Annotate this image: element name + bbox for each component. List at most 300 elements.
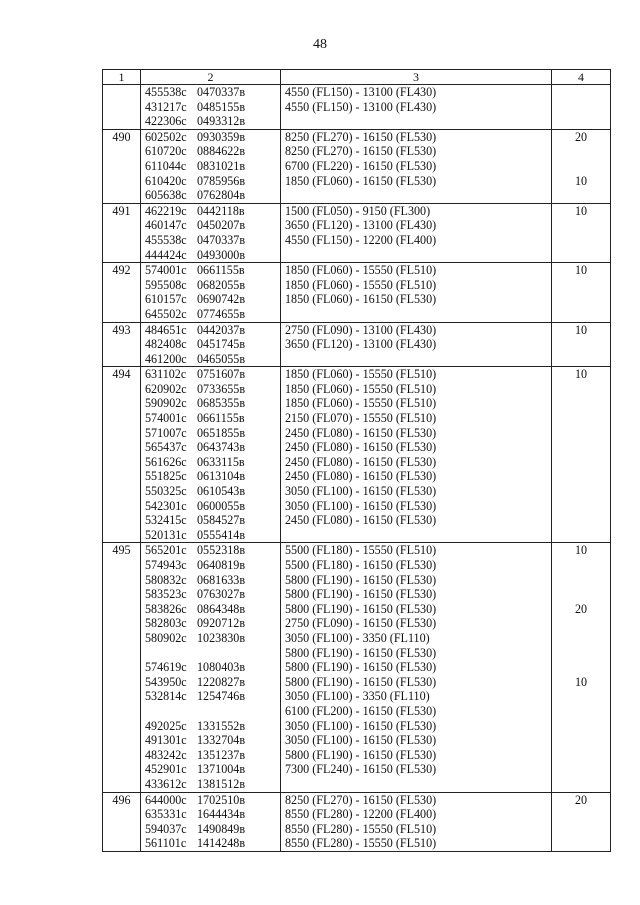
latitude: 574001с: [145, 411, 187, 426]
longitude: 0552318в: [197, 543, 246, 558]
col4-value: [552, 822, 610, 837]
altitude-range: 1850 (FL060) - 15550 (FL510): [285, 263, 437, 278]
longitude: 0661155в: [197, 411, 245, 426]
col4-value: [552, 469, 610, 484]
altitude-range: 2450 (FL080) - 16150 (FL530): [285, 425, 437, 440]
longitude: 0682055в: [197, 277, 246, 292]
coordinate-line: [141, 367, 280, 382]
col4-value: [552, 396, 610, 411]
longitude: 0493000в: [197, 247, 246, 262]
latitude: 590902с: [145, 396, 187, 411]
altitude-range: 8250 (FL270) - 16150 (FL530): [285, 792, 437, 807]
coordinate-line: [141, 675, 280, 690]
longitude: 0465055в: [197, 351, 246, 366]
latitude: 631102с: [145, 367, 187, 382]
coordinate-line: [141, 130, 280, 145]
col4-value: [552, 587, 610, 602]
col4-value: [552, 144, 610, 159]
col4-value: [552, 278, 610, 293]
longitude: 0485155в: [197, 99, 246, 114]
latitude: 610420с: [145, 173, 187, 188]
altitude-range: 5500 (FL180) - 16150 (FL530): [285, 558, 437, 572]
zone-number-cell: [103, 367, 141, 543]
altitude-range: 5800 (FL190) - 16150 (FL530): [285, 587, 437, 602]
latitude: 543950с: [145, 674, 187, 689]
table-row: [103, 263, 611, 322]
altitude-range: 8550 (FL280) - 12200 (FL400): [285, 807, 437, 822]
col4-value: 10: [574, 203, 588, 218]
zone-number: 496: [112, 792, 131, 807]
latitude: 482408с: [145, 337, 187, 352]
altitude-cell: [281, 792, 552, 851]
coordinate-line: [141, 689, 280, 704]
col4-cell: [552, 85, 611, 130]
longitude: 0442118в: [197, 203, 245, 218]
longitude: 0864348в: [197, 601, 246, 616]
latitude: 483242с: [145, 747, 187, 762]
coordinate-line: [141, 719, 280, 734]
col4-cell: [552, 203, 611, 262]
coordinate-line: [141, 337, 280, 352]
col4-value: [552, 352, 610, 367]
col4-value: [552, 188, 610, 203]
altitude-range: 3050 (FL100) - 16150 (FL530): [285, 484, 437, 499]
longitude: 0785956в: [197, 173, 246, 188]
latitude: 611044с: [145, 158, 187, 173]
latitude: 583826с: [145, 601, 187, 616]
coordinate-line: [141, 660, 280, 675]
coordinate-line: [141, 455, 280, 470]
altitude-range: 2450 (FL080) - 16150 (FL530): [285, 440, 437, 455]
latitude: 455538с: [145, 85, 187, 99]
table-row: [103, 543, 611, 792]
altitude-range: [281, 528, 551, 543]
col4-value: [552, 100, 610, 115]
latitude: 550325с: [145, 484, 187, 499]
coordinate-line: [141, 777, 280, 792]
longitude: 1371004в: [197, 762, 246, 777]
longitude: 0651855в: [197, 425, 246, 440]
longitude: 0681633в: [197, 572, 246, 587]
longitude: 1490849в: [197, 821, 246, 836]
latitude: 602502с: [145, 129, 187, 144]
latitude: 433612с: [145, 776, 187, 791]
col4-value: [552, 733, 610, 748]
coordinate-line: [141, 352, 280, 367]
latitude: 594037с: [145, 821, 187, 836]
col4-value: 10: [574, 173, 588, 188]
latitude: 452901с: [145, 762, 187, 777]
coordinate-line: [141, 144, 280, 159]
coordinates-cell: [141, 367, 281, 543]
coordinate-line: [141, 558, 280, 573]
longitude: 0555414в: [197, 527, 246, 542]
col4-value: [552, 660, 610, 675]
longitude: 1332704в: [197, 733, 246, 748]
col4-value: [552, 114, 610, 129]
latitude: 580832с: [145, 572, 187, 587]
coordinates-cell: [141, 322, 281, 367]
coordinate-line: [141, 616, 280, 631]
longitude: 0450207в: [197, 218, 246, 233]
altitude-range: 4550 (FL150) - 13100 (FL430): [285, 99, 437, 114]
latitude: 551825с: [145, 469, 187, 484]
col4-value: [552, 411, 610, 426]
latitude: 635331с: [145, 807, 187, 822]
latitude: 574001с: [145, 263, 187, 278]
latitude: 644000с: [145, 792, 187, 807]
col4-value: [552, 762, 610, 777]
zone-number-cell: [103, 322, 141, 367]
col4-value: [552, 484, 610, 499]
table-row: [103, 203, 611, 262]
latitude: 460147с: [145, 218, 187, 233]
coordinate-line: [141, 292, 280, 307]
header-col-1: 1: [103, 70, 141, 85]
altitude-range: 1850 (FL060) - 15550 (FL510): [285, 396, 437, 411]
altitude-cell: [281, 263, 552, 322]
zone-number-cell: [103, 203, 141, 262]
coordinate-line: [141, 100, 280, 115]
altitude-range: 4550 (FL150) - 13100 (FL430): [285, 85, 437, 99]
altitude-range: 3650 (FL120) - 13100 (FL430): [285, 218, 437, 233]
longitude: 1331552в: [197, 718, 246, 733]
col4-value: 10: [574, 322, 588, 337]
longitude: 0643743в: [197, 440, 246, 455]
col4-value: [552, 337, 610, 352]
coordinate-line: [141, 762, 280, 777]
longitude: 0442037в: [197, 322, 246, 337]
longitude: 0661155в: [197, 263, 245, 278]
longitude: 0884622в: [197, 144, 246, 159]
longitude: 0930359в: [197, 129, 246, 144]
altitude-range: 6100 (FL200) - 16150 (FL530): [285, 703, 437, 718]
col4-cell: [552, 129, 611, 203]
latitude: 561101с: [145, 836, 187, 851]
latitude: 492025с: [145, 718, 187, 733]
col4-cell: [552, 792, 611, 851]
altitude-range: 2750 (FL090) - 16150 (FL530): [285, 616, 437, 631]
zone-number: 492: [112, 263, 131, 278]
altitude-cell: [281, 367, 552, 543]
latitude: 620902с: [145, 381, 187, 396]
latitude: 422306с: [145, 114, 187, 129]
latitude: 582803с: [145, 616, 187, 631]
longitude: 1381512в: [197, 776, 246, 791]
zone-number-cell: [103, 792, 141, 851]
altitude-range: 3050 (FL100) - 16150 (FL530): [285, 498, 437, 513]
zone-number-cell: [103, 543, 141, 792]
coordinate-line: [141, 85, 280, 100]
coordinates-cell: [141, 543, 281, 792]
longitude: 1702510в: [197, 792, 246, 807]
col4-value: [552, 748, 610, 763]
coordinate-line: [141, 440, 280, 455]
latitude: 574943с: [145, 558, 187, 572]
longitude: 0613104в: [197, 469, 246, 484]
table-row: [103, 129, 611, 203]
header-col-2: 2: [141, 70, 281, 85]
col4-value: 10: [574, 543, 588, 558]
zone-number: 490: [112, 129, 131, 144]
col4-value: [552, 382, 610, 397]
coordinates-cell: [141, 203, 281, 262]
longitude: 0762804в: [197, 188, 246, 203]
coordinates-cell: [141, 85, 281, 130]
altitude-cell: [281, 129, 552, 203]
coordinate-line: [141, 807, 280, 822]
col4-value: [552, 499, 610, 514]
col4-value: [552, 440, 610, 455]
longitude: 0685355в: [197, 396, 246, 411]
altitude-cell: [281, 543, 552, 792]
coordinate-line: [141, 793, 280, 808]
altitude-range: 8250 (FL270) - 16150 (FL530): [285, 144, 437, 159]
coordinate-line: [141, 822, 280, 837]
col4-value: [552, 307, 610, 322]
col4-value: [552, 426, 610, 441]
latitude: 491301с: [145, 733, 187, 748]
coordinate-line: [141, 248, 280, 263]
col4-value: [552, 616, 610, 631]
coordinate-line: [141, 382, 280, 397]
latitude: 565201с: [145, 543, 187, 558]
col4-value: [552, 528, 610, 543]
longitude: 0920712в: [197, 616, 246, 631]
altitude-range: 2150 (FL070) - 15550 (FL510): [285, 411, 437, 426]
altitude-range: 2450 (FL080) - 16150 (FL530): [285, 513, 437, 528]
table-row: [103, 322, 611, 367]
longitude: 1220827в: [197, 674, 246, 689]
table-body: [103, 85, 611, 852]
altitude-range: 3050 (FL100) - 3350 (FL110): [285, 689, 430, 704]
longitude: 0451745в: [197, 337, 246, 352]
airspace-table: [102, 69, 611, 852]
longitude: 0493312в: [197, 114, 246, 129]
coordinate-line: [141, 528, 280, 543]
longitude: 0763027в: [197, 587, 246, 602]
longitude: 0751607в: [197, 367, 246, 382]
altitude-range: 5500 (FL180) - 15550 (FL510): [285, 543, 437, 558]
col4-value: [552, 233, 610, 248]
col4-value: [552, 159, 610, 174]
latitude: 583523с: [145, 587, 187, 602]
coordinates-cell: [141, 129, 281, 203]
altitude-range: 1850 (FL060) - 16150 (FL530): [285, 173, 437, 188]
longitude: 1351237в: [197, 747, 246, 762]
longitude: 0733655в: [197, 381, 246, 396]
coordinate-line: [141, 174, 280, 189]
page-number: 48: [313, 37, 327, 52]
coordinate-line: [141, 233, 280, 248]
altitude-range: 5800 (FL190) - 16150 (FL530): [285, 601, 437, 616]
coordinate-line: [141, 114, 280, 129]
altitude-range: 3050 (FL100) - 3350 (FL110): [285, 630, 430, 645]
altitude-range: 5800 (FL190) - 16150 (FL530): [285, 660, 437, 675]
latitude: 462219с: [145, 203, 187, 218]
coordinate-line: [141, 748, 280, 763]
col4-value: [552, 646, 610, 661]
longitude: 0470337в: [197, 85, 246, 99]
col4-value: [552, 807, 610, 822]
col4-value: [552, 689, 610, 704]
col4-value: [552, 573, 610, 588]
longitude: 0600055в: [197, 498, 246, 513]
coordinate-line: [141, 188, 280, 203]
longitude: 1023830в: [197, 630, 246, 645]
longitude: 1414248в: [197, 836, 246, 851]
altitude-range: 3050 (FL100) - 16150 (FL530): [285, 733, 437, 748]
longitude: 1254746в: [197, 689, 246, 704]
col4-value: [552, 719, 610, 734]
latitude: 444424с: [145, 247, 187, 262]
col4-cell: [552, 263, 611, 322]
latitude: 532814с: [145, 689, 187, 704]
altitude-range: 5800 (FL190) - 16150 (FL530): [285, 645, 437, 660]
altitude-range: 3650 (FL120) - 13100 (FL430): [285, 337, 437, 352]
altitude-range: 1850 (FL060) - 16150 (FL530): [285, 292, 437, 307]
table-row: [103, 85, 611, 130]
altitude-cell: [281, 203, 552, 262]
coordinates-cell: [141, 792, 281, 851]
coordinate-line: [141, 646, 280, 661]
altitude-range: [281, 114, 551, 129]
col4-value: [552, 777, 610, 792]
longitude: 1644434в: [197, 807, 246, 822]
coordinate-line: [141, 323, 280, 338]
altitude-range: 1850 (FL060) - 15550 (FL510): [285, 367, 437, 382]
latitude: 532415с: [145, 513, 187, 528]
latitude: 565437с: [145, 440, 187, 455]
altitude-cell: [281, 85, 552, 130]
altitude-range: 1500 (FL050) - 9150 (FL300): [285, 203, 431, 218]
coordinate-line: [141, 204, 280, 219]
col4-value: 10: [574, 367, 588, 382]
col4-cell: [552, 367, 611, 543]
latitude: 542301с: [145, 498, 187, 513]
col4-value: [552, 558, 610, 573]
col4-value: [552, 455, 610, 470]
col4-value: [552, 292, 610, 307]
col4-value: [552, 85, 610, 100]
col4-value: 10: [574, 674, 588, 689]
coordinate-line: [141, 218, 280, 233]
altitude-range: [281, 188, 551, 203]
coordinate-line: [141, 469, 280, 484]
coordinate-line: [141, 704, 280, 719]
altitude-range: [281, 307, 551, 322]
altitude-range: 8550 (FL280) - 15550 (FL510): [285, 836, 437, 851]
latitude: 595508с: [145, 277, 187, 292]
zone-number: 494: [112, 367, 131, 382]
coordinate-line: [141, 411, 280, 426]
zone-number: [103, 85, 140, 100]
longitude: 0610543в: [197, 484, 246, 499]
latitude: 580902с: [145, 630, 187, 645]
longitude: 0690742в: [197, 292, 246, 307]
coordinate-line: [141, 513, 280, 528]
coordinate-line: [141, 263, 280, 278]
latitude: 520131с: [145, 527, 187, 542]
latitude: 574619с: [145, 660, 187, 675]
latitude: 610157с: [145, 292, 187, 307]
table-header-row: [103, 70, 611, 85]
col4-value: [552, 704, 610, 719]
coordinates-cell: [141, 263, 281, 322]
zone-number: 495: [112, 543, 131, 558]
latitude: 645502с: [145, 306, 187, 321]
latitude: 610720с: [145, 144, 187, 159]
altitude-range: [281, 352, 551, 367]
longitude: 0774655в: [197, 306, 246, 321]
altitude-range: [281, 777, 551, 792]
coordinate-line: [141, 836, 280, 851]
zone-number: 491: [112, 203, 131, 218]
table-row: [103, 792, 611, 851]
col4-value: [552, 248, 610, 263]
coordinate-line: [141, 426, 280, 441]
altitude-range: [281, 248, 551, 263]
coordinate-line: [141, 587, 280, 602]
longitude: 0470337в: [197, 232, 246, 247]
latitude: 561626с: [145, 454, 187, 469]
coordinate-line: [141, 733, 280, 748]
altitude-range: 8250 (FL270) - 16150 (FL530): [285, 129, 437, 144]
altitude-range: 2750 (FL090) - 13100 (FL430): [285, 322, 437, 337]
altitude-range: 5800 (FL190) - 16150 (FL530): [285, 674, 437, 689]
coordinate-line: [141, 278, 280, 293]
col4-value: 20: [574, 601, 588, 616]
altitude-range: 4550 (FL150) - 12200 (FL400): [285, 232, 437, 247]
latitude: 461200с: [145, 351, 187, 366]
table-row: [103, 367, 611, 543]
zone-number-cell: [103, 263, 141, 322]
altitude-range: 8550 (FL280) - 15550 (FL510): [285, 821, 437, 836]
longitude: 0640819в: [197, 558, 246, 572]
coordinate-line: [141, 499, 280, 514]
longitude: 0831021в: [197, 158, 246, 173]
zone-number-cell: [103, 85, 141, 130]
col4-value: [552, 631, 610, 646]
longitude: 1080403в: [197, 660, 246, 675]
col4-value: [552, 218, 610, 233]
longitude: 0633115в: [197, 454, 245, 469]
zone-number: 493: [112, 322, 131, 337]
coordinate-line: [141, 159, 280, 174]
altitude-range: 1850 (FL060) - 15550 (FL510): [285, 277, 437, 292]
header-col-4: 4: [552, 70, 611, 85]
latitude: 455538с: [145, 232, 187, 247]
latitude: 605638с: [145, 188, 187, 203]
col4-cell: [552, 322, 611, 367]
altitude-range: 1850 (FL060) - 15550 (FL510): [285, 381, 437, 396]
col4-cell: [552, 543, 611, 792]
latitude: 431217с: [145, 99, 187, 114]
coordinate-line: [141, 543, 280, 558]
col4-value: [552, 513, 610, 528]
coordinate-line: [141, 396, 280, 411]
altitude-range: 5800 (FL190) - 16150 (FL530): [285, 747, 437, 762]
coordinate-line: [141, 307, 280, 322]
col4-value: [552, 836, 610, 851]
coordinate-line: [141, 602, 280, 617]
altitude-range: 2450 (FL080) - 16150 (FL530): [285, 469, 437, 484]
altitude-range: 3050 (FL100) - 16150 (FL530): [285, 718, 437, 733]
latitude: 571007с: [145, 425, 187, 440]
altitude-range: 5800 (FL190) - 16150 (FL530): [285, 572, 437, 587]
coordinate-line: [141, 631, 280, 646]
header-col-3: 3: [281, 70, 552, 85]
